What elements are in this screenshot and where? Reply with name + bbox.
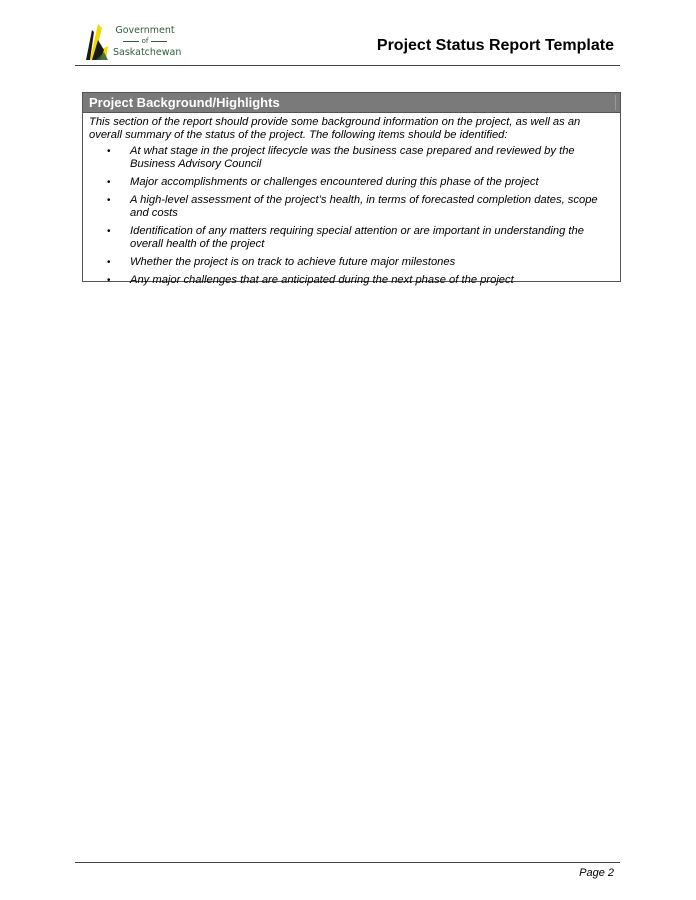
list-item-text: Any major challenges that are anticipated during the next phase of the project	[130, 274, 514, 286]
document-title: Project Status Report Template	[376, 37, 614, 54]
bullet-icon: •	[107, 226, 111, 237]
header-divider	[75, 65, 620, 66]
list-item-text: At what stage in the project lifecycle was the business case prepared and reviewed by the Business Advisory Council	[130, 145, 575, 170]
list-item-text: Major accomplishments or challenges encountered during this phase of the project	[130, 176, 539, 188]
project-background-section	[82, 92, 621, 286]
bullet-icon: •	[107, 257, 111, 268]
bullet-icon: •	[107, 195, 111, 206]
section-intro-text: This section of the report should provide some background information on the project, as well as an overall summary of the status of the project. The following items should be identified:	[89, 116, 581, 141]
logo-text-of: of	[141, 37, 149, 45]
list-item	[83, 256, 620, 269]
bullet-icon: •	[107, 177, 111, 188]
wheat-sheaf-icon	[82, 22, 112, 62]
logo-text-of-row	[113, 36, 177, 47]
list-item	[83, 194, 620, 220]
footer-divider	[75, 862, 620, 863]
section-heading: Project Background/Highlights	[83, 93, 620, 113]
bullet-icon: •	[107, 146, 111, 157]
logo-text-government: Government	[115, 25, 175, 36]
highlights-list	[83, 145, 620, 287]
list-item	[83, 225, 620, 251]
government-of-saskatchewan-logo	[82, 22, 182, 62]
bullet-icon: •	[107, 275, 111, 286]
list-item-text: Identification of any matters requiring special attention or are important in understanding the overall health of the project	[130, 225, 584, 250]
divider	[123, 41, 139, 42]
logo-text-saskatchewan: Saskatchewan	[113, 47, 182, 58]
list-item-text: Whether the project is on track to achieve future major milestones	[130, 256, 456, 268]
list-item	[83, 274, 620, 287]
page-number: Page 2	[579, 867, 614, 879]
list-item-text: A high-level assessment of the project’s health, in terms of forecasted completion dates, scope and costs	[130, 194, 598, 219]
list-item	[83, 145, 620, 171]
divider	[151, 41, 167, 42]
list-item	[83, 176, 620, 189]
